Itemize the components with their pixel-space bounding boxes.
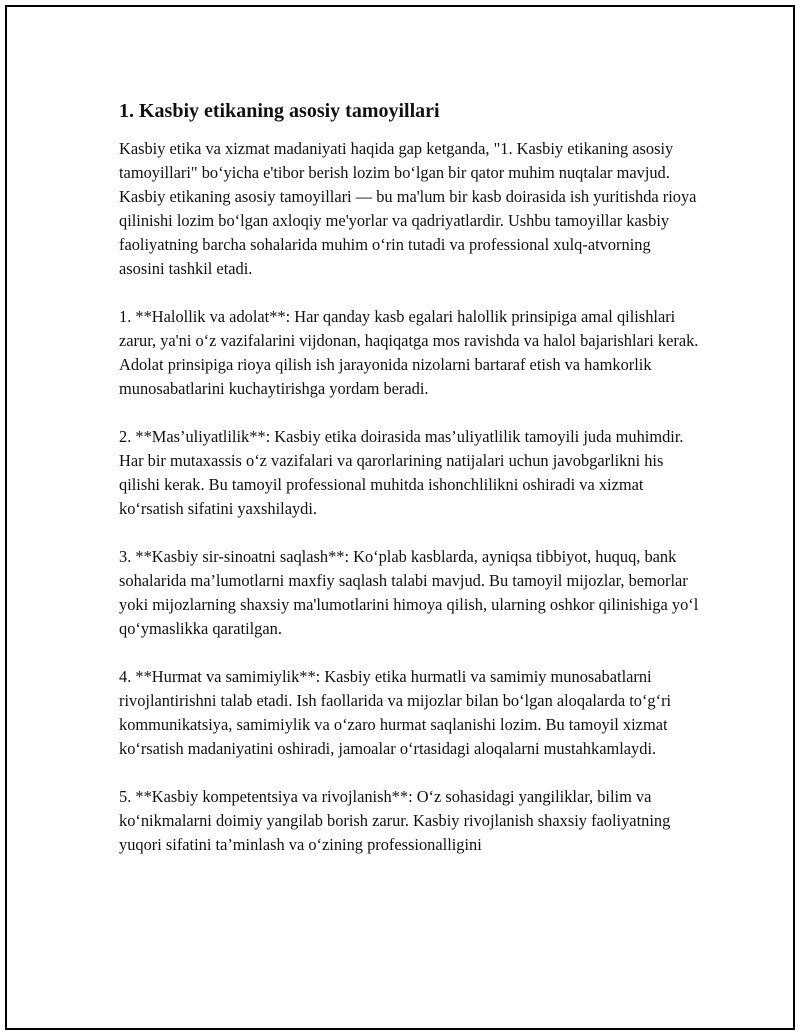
principle-confidentiality-paragraph: 3. **Kasbiy sir-sinoatni saqlash**: Ko‘plab kasblarda, ayniqsa tibbiyot, huquq, bank sohalarida ma’lumotlarni maxfiy saqlash talabi mavjud. Bu tamoyil mijozlar, bemorlar yoki mijozlarning shaxsiy ma'lumotlarini himoya qilish, ularning oshkor qilinishiga yo‘l qo‘ymaslikka qaratilgan. [119, 547, 699, 638]
document-title: 1. Kasbiy etikaning asosiy tamoyillari [119, 100, 440, 122]
intro-paragraph: Kasbiy etika va xizmat madaniyati haqida gap ketganda, "1. Kasbiy etikaning asosiy tamoyillari" bo‘yicha e'tibor berish lozim bo‘lgan bir qator muhim nuqtalar mavjud. Kasbiy etikaning asosiy tamoyillari — bu ma'lum bir kasb doirasida ish yuritishda rioya qilinishi lozim bo‘lgan axloqiy me'yorlar va qadriyatlardir. Ushbu tamoyillar kasbiy faoliyatning barcha sohalarida muhim o‘rin tutadi va professional xulq-atvorning asosini tashkil etadi. [119, 139, 697, 278]
principle-honesty-paragraph: 1. **Halollik va adolat**: Har qanday kasb egalari halollik prinsipiga amal qilishlari zarur, ya'ni o‘z vazifalarini vijdonan, haqiqatga mos ravishda va halol bajarishlari kerak. Adolat prinsipiga rioya qilish ish jarayonida nizolarni bartaraf etish va hamkorlik munosabatlarini kuchaytirishga yordam beradi. [119, 307, 699, 398]
principle-responsibility-paragraph: 2. **Mas’uliyatlilik**: Kasbiy etika doirasida mas’uliyatlilik tamoyili juda muhimdir. Har bir mutaxassis o‘z vazifalari va qarorlarining natijalari uchun javobgarlikni his qilishi kerak. Bu tamoyil professional muhitda ishonchlilikni oshiradi va xizmat ko‘rsatish sifatini yaxshilaydi. [119, 427, 684, 518]
document-content [119, 97, 699, 881]
document-page [5, 5, 795, 1030]
principle-respect-paragraph: 4. **Hurmat va samimiylik**: Kasbiy etika hurmatli va samimiy munosabatlarni rivojlantirishni talab etadi. Ish faollarida va mijozlar bilan bo‘lgan aloqalarda to‘g‘ri kommunikatsiya, samimiylik va o‘zaro hurmat saqlanishi lozim. Bu tamoyil xizmat ko‘rsatish madaniyatini oshiradi, jamoalar o‘rtasidagi aloqalarni mustahkamlaydi. [119, 667, 672, 758]
principle-competence-paragraph: 5. **Kasbiy kompetentsiya va rivojlanish**: O‘z sohasidagi yangiliklar, bilim va ko‘nikmalarni doimiy yangilab borish zarur. Kasbiy rivojlanish shaxsiy faoliyatning yuqori sifatini ta’minlash va o‘zining professionalligini [119, 787, 671, 854]
